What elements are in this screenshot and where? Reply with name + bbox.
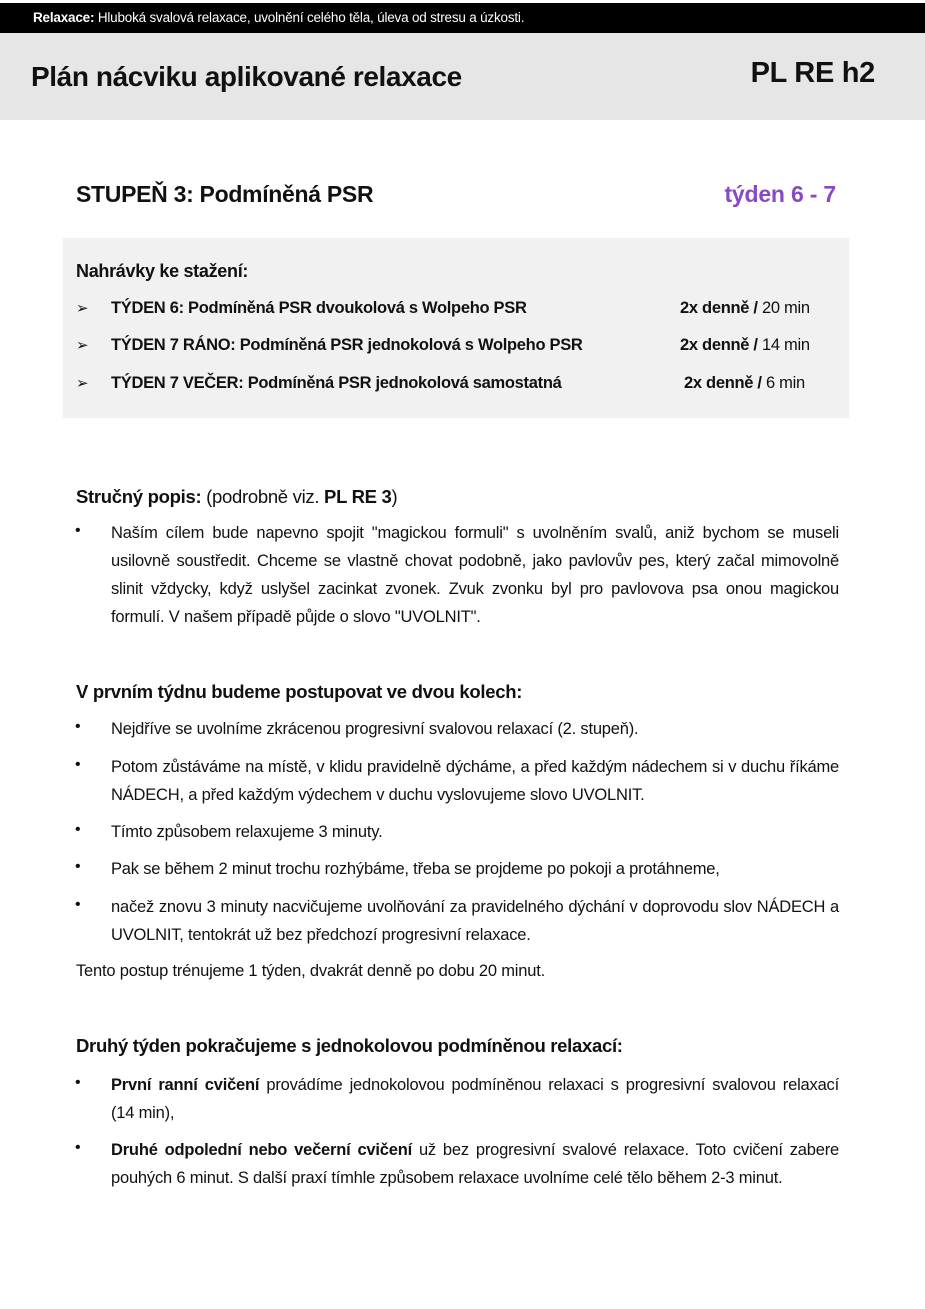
bullet-icon: • [75,858,81,875]
arrow-right-icon: ➢ [76,337,89,354]
top-banner [0,3,925,33]
bullet-icon: • [75,522,81,539]
arrow-right-icon: ➢ [76,375,89,392]
recording-item[interactable] [76,374,836,396]
bullet-icon: • [75,718,81,735]
bullet-icon: • [75,756,81,773]
recording-name: TÝDEN 7 RÁNO: Podmíněná PSR jednokolová s Wolpeho PSR [111,336,583,354]
summary-ref: (podrobně viz. PL RE 3) [206,486,398,507]
recording-frequency: 2x denně / 6 min [684,374,805,392]
week1-bullet: Potom zůstáváme na místě, v klidu pravidelně dýcháme, a před každým nádechem si v duchu říkáme NÁDECH, a před každým výdechem v duchu vyslovujeme slovo UVOLNIT. [111,758,839,804]
banner-text: Hluboká svalová relaxace, uvolnění celého těla, úleva od stresu a úzkosti. [97,10,525,25]
bullet-icon: • [75,1139,81,1156]
week1-footer: Tento postup trénujeme 1 týden, dvakrát denně po dobu 20 minut. [76,962,545,980]
week1-heading: V prvním týdnu budeme postupovat ve dvou kolech: [76,681,523,702]
recordings-title: Nahrávky ke stažení: [76,261,249,281]
recording-frequency: 2x denně / 14 min [680,336,810,354]
recording-item[interactable] [76,336,836,358]
week2-heading: Druhý týden pokračujeme s jednokolovou podmíněnou relaxací: [76,1035,623,1056]
recording-frequency: 2x denně / 20 min [680,299,810,317]
bullet-icon: • [75,896,81,913]
banner-label: Relaxace: [33,10,95,25]
week1-bullet: Pak se během 2 minut trochu rozhýbáme, třeba se projdeme po pokoji a protáhneme, [111,860,720,878]
week2-bullet: První ranní cvičení provádíme jednokolovou podmíněnou relaxaci s progresivní svalovou relaxací (14 min), [111,1076,839,1122]
recording-item[interactable] [76,299,836,321]
week1-bullet: Tímto způsobem relaxujeme 3 minuty. [111,823,383,841]
recordings-box [63,238,849,418]
recording-name: TÝDEN 7 VEČER: Podmíněná PSR jednokolová samostatná [111,374,562,392]
stage-title: STUPEŇ 3: Podmíněná PSR [76,181,374,207]
bullet-icon: • [75,821,81,838]
week1-bullet: načež znovu 3 minuty nacvičujeme uvolňování za pravidelného dýchání v doprovodu slov NÁDECH a UVOLNIT, tentokrát už bez předchozí progresivní relaxace. [111,898,839,944]
stage-weeks: týden 6 - 7 [724,181,836,207]
document-title: Plán nácviku aplikované relaxace [31,61,462,92]
recording-name: TÝDEN 6: Podmíněná PSR dvoukolová s Wolpeho PSR [111,299,527,317]
summary-bullet: Naším cílem bude napevno spojit "magickou formuli" s uvolněním svalů, aniž bychom se museli usilovně soustředit. Chceme se vlastně chovat podobně, jako pavlovův pes, který začal mimovolně slinit vždycky, když uslyšel zacinkat zvonek. Zvuk zvonku byl pro pavlovova psa onou magickou formulí. V našem případě půjde o slovo "UVOLNIT". [111,524,839,626]
arrow-right-icon: ➢ [76,300,89,317]
week2-bullet: Druhé odpolední nebo večerní cvičení už bez progresivní svalové relaxace. Toto cvičení zabere pouhých 6 minut. S další praxí tímhle způsobem relaxace uvolníme celé tělo během 2-3 minut. [111,1141,839,1187]
summary-heading: Stručný popis: (podrobně viz. PL RE 3) [76,486,398,507]
document-header [0,33,925,120]
document-code: PL RE h2 [750,57,875,89]
week1-bullet: Nejdříve se uvolníme zkrácenou progresivní svalovou relaxací (2. stupeň). [111,720,639,738]
bullet-icon: • [75,1074,81,1091]
